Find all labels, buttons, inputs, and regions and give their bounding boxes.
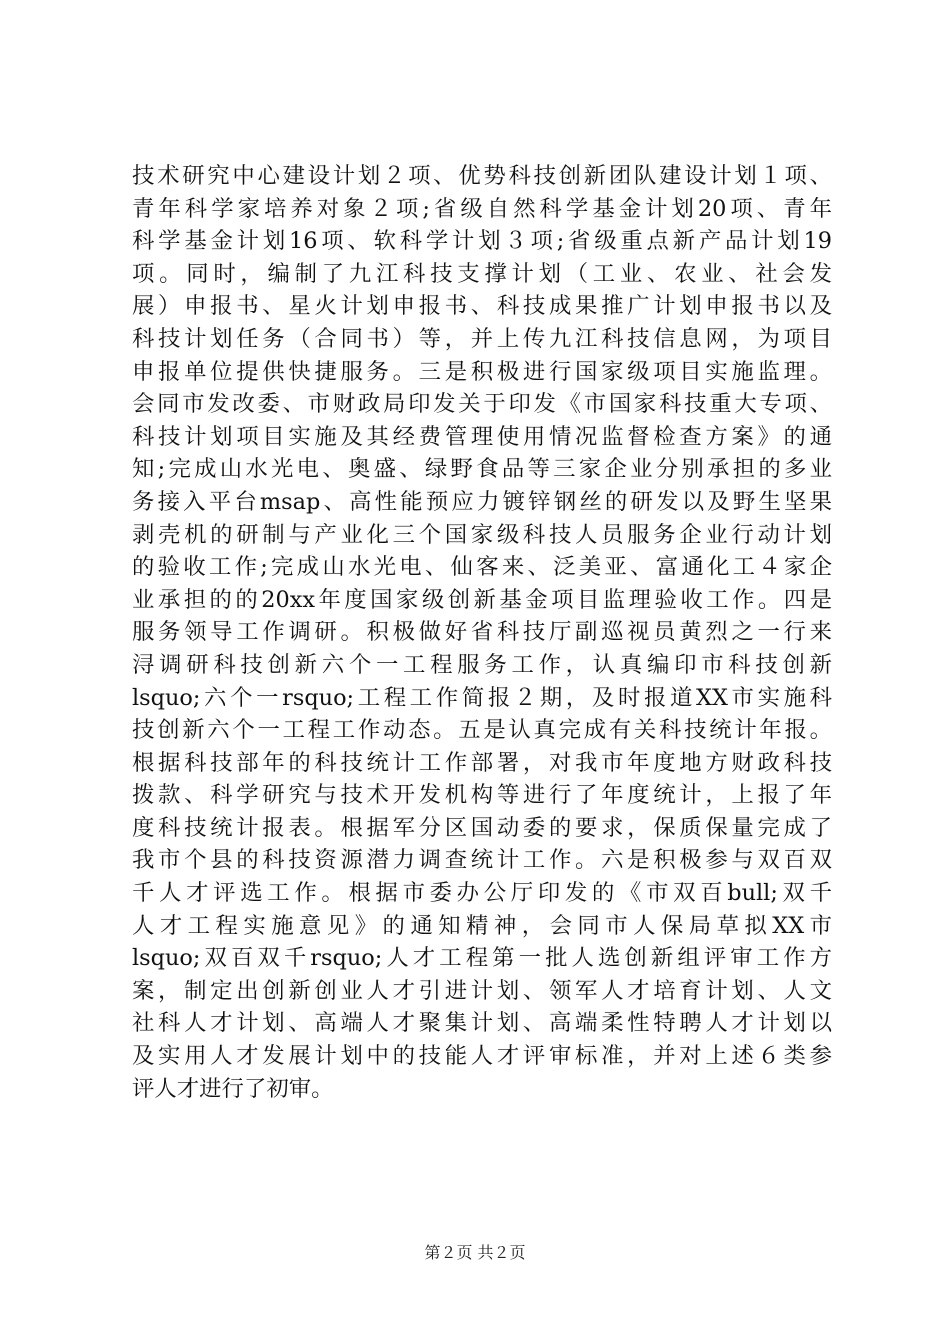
- text-line: 知;完成山水光电、奥盛、绿野食品等三家企业分别承担的多业: [132, 456, 832, 483]
- text-line: 科学基金计划16项、软科学计划３项;省级重点新产品计划19: [132, 228, 832, 255]
- text-line: 度科技统计报表。根据军分区国动委的要求，保质保量完成了: [132, 814, 832, 841]
- text-line: 科技计划项目实施及其经费管理使用情况监督检查方案》的通: [132, 423, 832, 450]
- text-line: 展）申报书、星火计划申报书、科技成果推广计划申报书以及: [132, 293, 832, 320]
- text-line: 浔调研科技创新六个一工程服务工作，认真编印市科技创新: [132, 651, 832, 678]
- text-line: 项。同时，编制了九江科技支撑计划（工业、农业、社会发: [132, 260, 832, 287]
- text-line: 剥壳机的研制与产业化三个国家级科技人员服务企业行动计划: [132, 521, 832, 548]
- text-line: 社科人才计划、高端人才聚集计划、高端柔性特聘人才计划以: [132, 1010, 832, 1037]
- text-line: lsquo;双百双千rsquo;人才工程第一批人选创新组评审工作方: [132, 945, 832, 972]
- text-line: 科技计划任务（合同书）等，并上传九江科技信息网，为项目: [132, 325, 832, 352]
- page-number: 第２页 共２页: [424, 1243, 526, 1262]
- text-line: lsquo;六个一rsquo;工程工作简报２期，及时报道XX市实施科: [132, 684, 832, 711]
- text-line: 拨款、科学研究与技术开发机构等进行了年度统计，上报了年: [132, 782, 832, 809]
- page-footer: [0, 1242, 950, 1264]
- text-line: 的验收工作;完成山水光电、仙客来、泛美亚、富通化工４家企: [132, 554, 832, 581]
- text-line: 我市个县的科技资源潜力调查统计工作。六是积极参与双百双: [132, 847, 832, 874]
- text-line: 青年科学家培养对象２项;省级自然科学基金计划20项、青年: [132, 195, 832, 222]
- text-line: 业承担的的20xx年度国家级创新基金项目监理验收工作。四是: [132, 586, 832, 613]
- text-line: 申报单位提供快捷服务。三是积极进行国家级项目实施监理。: [132, 358, 832, 385]
- text-line: 评人才进行了初审。: [132, 1075, 334, 1102]
- text-line: 技创新六个一工程工作动态。五是认真完成有关科技统计年报。: [132, 717, 832, 744]
- text-line: 根据科技部年的科技统计工作部署，对我市年度地方财政科技: [132, 749, 832, 776]
- text-line: 服务领导工作调研。积极做好省科技厅副巡视员黄烈之一行来: [132, 619, 832, 646]
- text-line: 技术研究中心建设计划２项、优势科技创新团队建设计划１项、: [132, 163, 832, 189]
- text-line: 务接入平台msap、高性能预应力镀锌钢丝的研发以及野生坚果: [132, 488, 832, 515]
- text-line: 人才工程实施意见》的通知精神，会同市人保局草拟XX市: [132, 912, 832, 939]
- body-text: [132, 160, 832, 1105]
- text-line: 案，制定出创新创业人才引进计划、领军人才培育计划、人文: [132, 977, 832, 1004]
- text-line: 会同市发改委、市财政局印发关于印发《市国家科技重大专项、: [132, 391, 832, 418]
- text-line: 千人才评选工作。根据市委办公厅印发的《市双百bull;双千: [132, 880, 832, 907]
- text-line: 及实用人才发展计划中的技能人才评审标准，并对上述６类参: [132, 1043, 832, 1070]
